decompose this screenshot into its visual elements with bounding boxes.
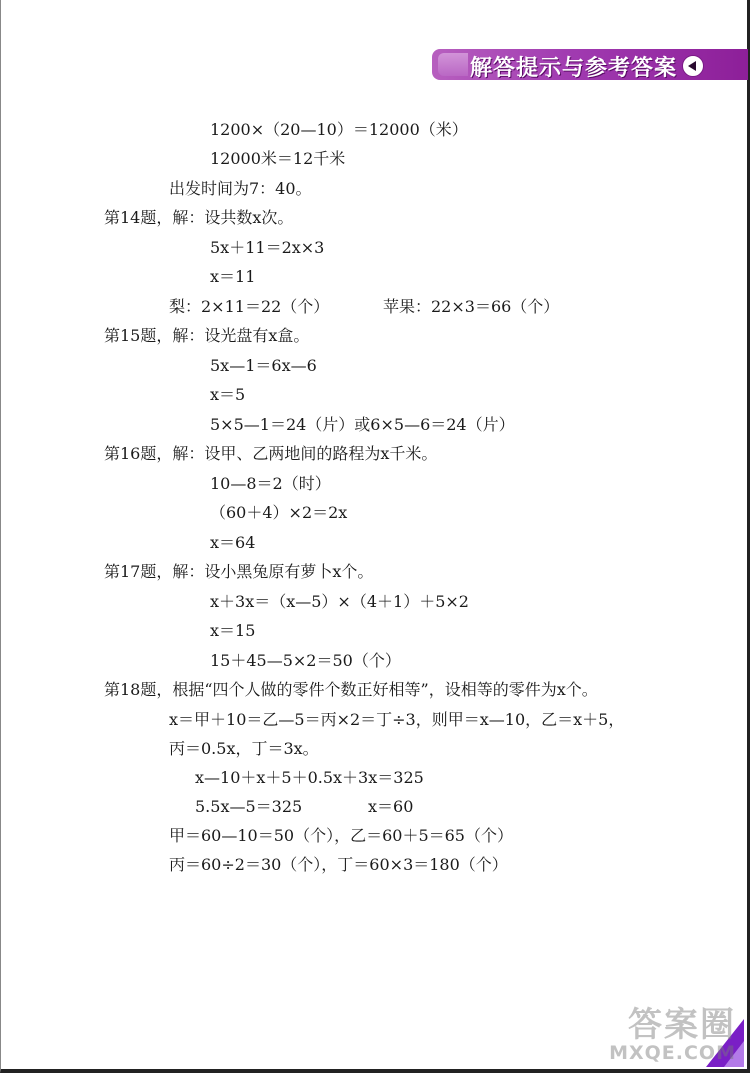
equation-line: x—10＋x＋5＋0.5x＋3x＝325	[195, 768, 424, 787]
watermark	[609, 1007, 736, 1063]
text-line: x＝甲＋10＝乙—5＝丙×2＝丁÷3，则甲＝x—10，乙＝x＋5，	[169, 710, 625, 729]
problem-heading: 第14题，解：设共数x次。	[104, 208, 294, 227]
answer-line: 甲＝60—10＝50（个），乙＝60＋5＝65（个）	[169, 826, 513, 845]
text-line: 12000米＝12千米	[210, 149, 346, 168]
equation-line: x＝15	[210, 621, 256, 640]
watermark-logo: 答案圈	[628, 1005, 736, 1045]
equation-line: x＝60	[368, 797, 414, 816]
answer-line: 苹果：22×3＝66（个）	[383, 297, 560, 316]
answer-line: 15＋45—5×2＝50（个）	[210, 651, 401, 670]
problem-heading: 第16题，解：设甲、乙两地间的路程为x千米。	[104, 444, 438, 463]
text-line: 丙＝0.5x，丁＝3x。	[169, 739, 319, 758]
problem-heading: 第17题，解：设小黑兔原有萝卜x个。	[104, 562, 374, 581]
equation-line: x＋3x＝（x—5）×（4＋1）＋5×2	[210, 592, 469, 611]
equation-line: （60＋4）×2＝2x	[210, 503, 348, 522]
section-header-title: 解答提示与参考答案	[470, 56, 678, 81]
equation-line: 5x—1＝6x—6	[210, 356, 317, 375]
text-line: 1200×（20—10）＝12000（米）	[210, 120, 468, 139]
equation-line: 5.5x—5＝325	[195, 797, 303, 816]
equation-line: x＝11	[210, 267, 256, 286]
equation-line: x＝5	[210, 385, 246, 404]
answer-line: 5×5—1＝24（片）或6×5—6＝24（片）	[210, 415, 515, 434]
answer-line: 梨：2×11＝22（个）	[169, 297, 330, 316]
answer-line: 丙＝60÷2＝30（个），丁＝60×3＝180（个）	[169, 855, 508, 874]
text-line: 出发时间为7：40。	[169, 179, 312, 198]
back-arrow-icon	[682, 55, 704, 77]
equation-line: 5x＋11＝2x×3	[210, 238, 325, 257]
equation-line: x＝64	[210, 533, 256, 552]
equation-line: 10—8＝2（时）	[210, 474, 331, 493]
problem-heading: 第15题，解：设光盘有x盒。	[104, 326, 310, 345]
problem-heading: 第18题，根据“四个人做的零件个数正好相等”，设相等的零件为x个。	[104, 680, 598, 699]
watermark-url: MXQE.COM	[609, 1042, 736, 1064]
